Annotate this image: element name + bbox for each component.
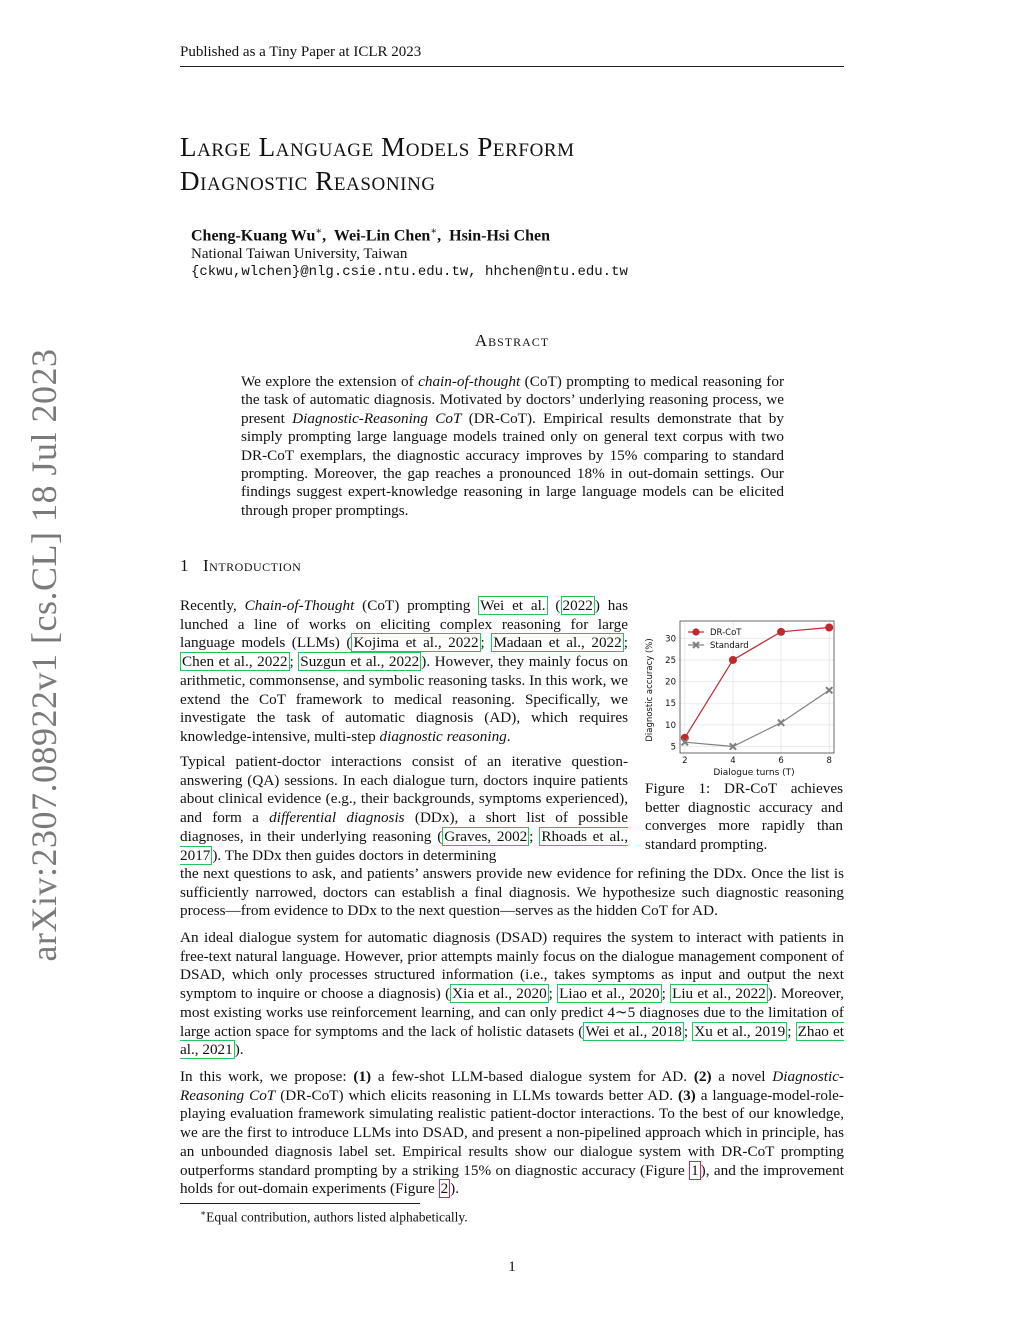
text-run: ). The DDx then guides doctors in determining [212,846,497,864]
intro-paragraph-4 [180,1068,844,1199]
legend-marker [692,628,699,635]
y-tick-label: 30 [665,634,676,645]
legend-label: Standard [710,641,749,651]
text-run: ) has lunched a line of works on eliciting complex reasoning for large language models (LLMs) ( [180,597,628,652]
figure-ref-link[interactable]: 2 [440,1180,449,1198]
citation-link[interactable]: Xu et al., 2019 [694,1022,786,1040]
intro-paragraph-1 [180,597,628,747]
text-run: ; [623,634,628,652]
text-run: ; [529,827,540,845]
data-point [729,656,737,664]
y-tick-label: 5 [670,742,676,753]
intro-paragraph-2 [180,753,628,865]
text-run: (DR-CoT). Empirical results demonstrate that by simply prompting large language models trained only on general text corpus with two DR-CoT exemplars, the diagnostic accuracy improves by 15% comparing to standard prompting. Moreover, the gap reaches a pronounced 18% in out-domain settings. Our findings suggest expert-knowledge reasoning in large language models can be elicited through proper promptings. [241,409,784,519]
author-2: Wei-Lin Chen [333,227,431,245]
text-run: . [506,727,511,745]
author-list: Cheng-Kuang Wu∗, Wei-Lin Chen∗, Hsin-Hsi Chen [191,226,551,245]
y-tick-label: 20 [665,677,676,688]
citation-link[interactable]: Xia et al., 2020 [452,985,547,1003]
abstract-body [241,373,784,520]
chart-legend [688,628,749,651]
text-run: An ideal dialogue system for automatic diagnosis (DSAD) requires the system to interact with patients in free-text natural language. However, prior attempts mainly focus on the dialogue management component of DSAD, which only processes structured information (i.e., takes symptoms as input and output the next symptom to inquire or choose a diagnosis) ( [180,929,844,1003]
text-run: ( [547,597,561,614]
emphasis: chain-of-thought [418,373,521,390]
figure-caption: Figure 1: DR-CoT achieves better diagnostic accuracy and converges more rapidly than standard prompting. [645,780,843,854]
data-point [825,623,833,631]
x-tick-label: 6 [778,756,784,766]
text-run: We explore the extension of [241,373,419,390]
citation-link[interactable]: Madaan et al., 2022 [493,634,622,652]
text-run: ). [234,1041,244,1059]
citation-link[interactable]: Chen et al., 2022 [182,653,288,671]
author-1: Cheng-Kuang Wu [191,227,316,245]
arxiv-id: arXiv:2307.08922v1 [cs.CL] 18 Jul 2023 [24,348,64,962]
bold-run: (2) [693,1068,712,1085]
legend-label: DR-CoT [710,628,742,638]
emphasis: differential diagnosis [269,809,405,827]
text-run: ; [480,634,492,652]
chart-x-axis-label: Dialogue turns (T) [713,768,795,778]
footnote-text: Equal contribution, authors listed alphabetically. [206,1209,468,1225]
citation-link[interactable]: Wei et al., 2018 [585,1022,682,1040]
author-3: Hsin-Hsi Chen [449,227,551,245]
abstract-heading: Abstract [474,331,550,350]
header-rule [180,66,844,67]
x-tick-label: 8 [826,756,832,766]
figure-ref-link[interactable]: 1 [691,1161,699,1179]
section-number: 1 [180,556,189,575]
text-run: ; [661,985,671,1003]
footnote-mark: ∗ [200,1208,207,1218]
text-run: ; [548,985,558,1003]
affiliation: National Taiwan University, Taiwan [191,246,408,262]
intro-paragraph-2-continued: the next questions to ask, and patients’ answers provide new evidence for refining the DDx. Once the list is sufficiently narrowed, doctors can establish a final diagnosis. We hypothesize such diagnostic reasoning process—from evidence to DDx to the next question—serves as the hidden CoT for AD. [180,865,844,920]
series-line-dr-cot [685,627,829,737]
data-point [777,628,785,636]
intro-paragraph-3 [180,929,844,1060]
emphasis: Diagnostic-Reasoning CoT [180,1068,844,1104]
citation-link[interactable]: Suzgun et al., 2022 [300,653,420,671]
series-line-standard [685,690,829,746]
author-emails: {ckwu,wlchen}@nlg.csie.ntu.edu.tw, hhchen@ntu.edu.tw [191,264,628,280]
grid-layer [680,621,834,753]
citation-link[interactable]: Graves, 2002 [444,827,528,845]
y-tick-label: 15 [665,699,676,710]
x-tick-label: 2 [682,756,688,766]
citation-link[interactable]: Liu et al., 2022 [672,985,766,1003]
axis-layer [665,621,834,766]
text-run: ). Moreover, most existing works use reinforcement learning, and can only predict 4∼5 diagnoses due to the limitation of large action space for symptoms and the lack of holistic datasets ( [180,985,844,1040]
emphasis: diagnostic reasoning [379,727,507,745]
text-run: (CoT) prompting to medical reasoning for the task of automatic diagnosis. Motivated by doctors’ underlying reasoning process, we present [241,373,785,427]
text-run: In this work, we propose: [180,1068,354,1085]
citation-link[interactable]: Liao et al., 2020 [559,985,660,1003]
accuracy-line-chart [636,615,846,783]
citation-link[interactable]: Wei et al. [480,597,546,614]
text-run: a few-shot LLM-based dialogue system for AD. [371,1068,694,1085]
plot-frame [680,621,834,753]
text-run: ), and the improvement holds for out-domain experiments (Figure [180,1161,844,1198]
text-run: (CoT) prompting [354,597,479,614]
running-header: Published as a Tiny Paper at ICLR 2023 [180,44,422,60]
chart-y-axis-label: Diagnostic accuracy (%) [645,638,655,742]
text-run: ). However, they mainly focus on arithmetic, commonsense, and symbolic reasoning tasks. In this work, we extend the CoT framework to medical reasoning. Specifically, we investigate the task of automatic diagnosis (AD), which requires knowledge-intensive, multi-step [180,653,628,745]
text-run: a novel [711,1068,773,1085]
equal-contrib-mark: ∗ [315,226,323,237]
text-run: (DDx), a short list of possible diagnoses, in their underlying reasoning ( [180,809,629,845]
text-run: Recently, [180,597,245,614]
section-title: Introduction [203,556,302,575]
footnote-rule [180,1203,420,1204]
text-run: a language-model-role-playing evaluation framework simulating realistic patient-doctor interactions. To the best of our knowledge, we are the first to introduce LLMs into DSAD, and present a non-pipelined approach which in principle, has an unbounded diagnosis label set. Empirical results show our dialogue system with DR-CoT prompting outperforms standard prompting by a striking 15% on diagnostic accuracy (Figure [180,1086,844,1179]
bold-run: (1) [353,1068,372,1085]
emphasis: Chain-of-Thought [244,597,355,614]
text-run: (DR-CoT) which elicits reasoning in LLMs towards better AD. [275,1086,679,1104]
title-line-1: Large Language Models Perform [180,132,575,162]
title-line-2: Diagnostic Reasoning [180,166,436,196]
equal-contrib-mark: ∗ [430,226,438,237]
text-run: ; [683,1022,693,1040]
text-run: Typical patient-doctor interactions consist of an iterative question-answering (QA) sessions. In each dialogue turn, doctors inquire patients about clinical evidence (e.g., their backgrounds, symptoms experienced), and form a [180,753,628,827]
text-run: ). [450,1180,460,1198]
footnote [200,1208,468,1226]
y-tick-label: 25 [665,655,676,666]
x-tick-label: 4 [730,756,736,766]
citation-link[interactable]: Zhao et al., 2021 [180,1022,845,1059]
series-layer [681,623,833,749]
section-heading [180,556,301,576]
paper-title [180,130,844,198]
page-number: 1 [508,1259,516,1275]
emphasis: Diagnostic-Reasoning CoT [292,409,462,427]
text-run: ; [289,653,299,671]
y-tick-label: 10 [665,720,676,731]
citation-link[interactable]: Kojima et al., 2022 [353,634,479,652]
citation-link[interactable]: 2022 [562,597,593,614]
citation-link[interactable]: Rhoads et al., 2017 [180,827,629,864]
bold-run: (3) [678,1086,696,1104]
text-run: ; [787,1022,796,1040]
